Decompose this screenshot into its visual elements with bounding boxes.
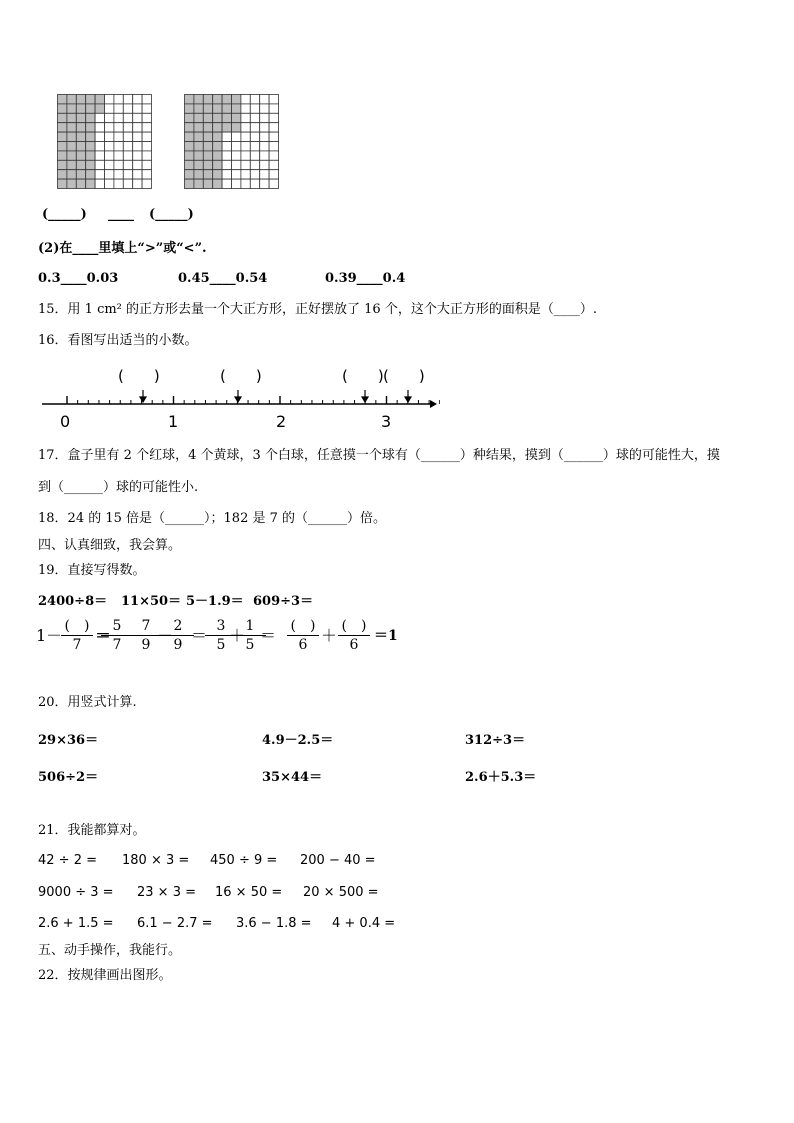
- grid-cell: [194, 170, 203, 179]
- grid-cell: [123, 113, 132, 122]
- grid-cell: [142, 104, 151, 113]
- grid-middle-answer-blank[interactable]: ____: [108, 207, 134, 222]
- grid-cell: [203, 151, 212, 160]
- question-17-line-1: 17．盒子里有 2 个红球，4 个黄球，3 个白球，任意摸一个球有（______）种结果，摸到（______）球的可能性大，摸: [38, 448, 720, 463]
- grid-cell: [58, 179, 67, 188]
- grid-cell: [58, 132, 67, 141]
- q19-item-4[interactable]: 609÷3＝: [253, 594, 314, 609]
- question-16: 16．看图写出适当的小数。: [38, 333, 198, 348]
- grid-cell: [114, 132, 123, 141]
- frac-eq-2: ＝: [191, 626, 208, 645]
- grid-cell: [203, 170, 212, 179]
- grid-cell: [123, 170, 132, 179]
- grid-cell: [250, 142, 259, 151]
- grid-cell: [58, 123, 67, 132]
- grid-cell: [203, 160, 212, 169]
- grid-cell: [250, 170, 259, 179]
- grid-cell: [250, 132, 259, 141]
- fraction-1-5: 1 5: [230, 617, 270, 654]
- grid-cell: [133, 123, 142, 132]
- grid-cell: [105, 95, 114, 104]
- grid-cell: [114, 95, 123, 104]
- grid-cell: [76, 170, 85, 179]
- fraction-7-9: 7 9: [126, 617, 166, 654]
- q20-item-1[interactable]: 29×36＝: [38, 733, 99, 748]
- grid-cell: [185, 151, 194, 160]
- grid-cell: [67, 142, 76, 151]
- grid-cell: [203, 95, 212, 104]
- q21-r3-4[interactable]: 4 + 0.4 =: [332, 916, 396, 931]
- grid-cell: [203, 179, 212, 188]
- grid-cell: [105, 179, 114, 188]
- grid-cell: [133, 95, 142, 104]
- grid-cell: [67, 104, 76, 113]
- grid-cell: [194, 104, 203, 113]
- grid-cell: [95, 160, 104, 169]
- grid-cell: [222, 95, 231, 104]
- grid-cell: [133, 132, 142, 141]
- grid-cell: [76, 113, 85, 122]
- frac-one: 1: [36, 626, 47, 645]
- grid-cell: [260, 151, 269, 160]
- grid-cell: [194, 113, 203, 122]
- grid-cell: [269, 95, 278, 104]
- grid-cell: [250, 104, 259, 113]
- grid-cell: [222, 160, 231, 169]
- q21-r1-2[interactable]: 180 × 3 =: [122, 853, 190, 868]
- grid-cell: [194, 123, 203, 132]
- grid-cell: [222, 151, 231, 160]
- q21-r1-4[interactable]: 200 − 40 =: [300, 853, 376, 868]
- numberline-blank-3[interactable]: ( ): [342, 367, 384, 385]
- q19-item-1[interactable]: 2400÷8＝: [38, 594, 108, 609]
- grid-cell: [185, 142, 194, 151]
- grid-cell: [95, 123, 104, 132]
- grid-cell: [67, 113, 76, 122]
- grid-cell: [133, 179, 142, 188]
- grid-cell: [133, 170, 142, 179]
- fraction-3-5: 3 5: [201, 617, 241, 654]
- frac-eq-1: ＝: [95, 626, 112, 645]
- grid-cell: [269, 151, 278, 160]
- fraction-blank-over-6-a[interactable]: ( ) 6: [283, 617, 323, 654]
- frac-eq-one: ＝1: [374, 628, 398, 644]
- grid-cell: [114, 170, 123, 179]
- grid-cell: [269, 179, 278, 188]
- grid-cell: [76, 132, 85, 141]
- grid-cell: [76, 123, 85, 132]
- q21-r2-3[interactable]: 16 × 50 =: [215, 885, 283, 900]
- grid-cell: [260, 113, 269, 122]
- q19-item-3[interactable]: 5－1.9＝: [186, 594, 244, 609]
- grid-cell: [86, 123, 95, 132]
- fraction-blank-over-7[interactable]: ( ) 7: [57, 617, 97, 654]
- grid-cell: [260, 132, 269, 141]
- grid-cell: [67, 123, 76, 132]
- grid-cell: [213, 179, 222, 188]
- grid-cell: [114, 113, 123, 122]
- grid-cell: [185, 132, 194, 141]
- grid-cell: [67, 170, 76, 179]
- grid-cell: [142, 179, 151, 188]
- grid-cell: [105, 170, 114, 179]
- grid-cell: [142, 95, 151, 104]
- grid-cell: [241, 95, 250, 104]
- grid-cell: [123, 132, 132, 141]
- q20-item-5[interactable]: 35×44＝: [262, 770, 323, 785]
- grid-cell: [185, 95, 194, 104]
- grid-cell: [232, 113, 241, 122]
- frac-eq-3: ＝: [260, 626, 277, 645]
- q21-r1-1[interactable]: 42 ÷ 2 =: [38, 853, 97, 868]
- grid-cell: [86, 151, 95, 160]
- grid-cell: [76, 160, 85, 169]
- grid-cell: [269, 113, 278, 122]
- fraction-2-9: 2 9: [158, 617, 198, 654]
- grid-cell: [105, 123, 114, 132]
- grid-cell: [105, 142, 114, 151]
- grid-cell: [222, 142, 231, 151]
- grid-cell: [222, 104, 231, 113]
- grid-cell: [114, 179, 123, 188]
- grid-cell: [133, 151, 142, 160]
- grid-cell: [185, 123, 194, 132]
- grid-cell: [213, 151, 222, 160]
- grid-cell: [213, 142, 222, 151]
- grid-cell: [114, 151, 123, 160]
- grid-cell: [67, 95, 76, 104]
- grid-cell: [67, 179, 76, 188]
- grid-cell: [241, 123, 250, 132]
- grid-cell: [260, 142, 269, 151]
- numberline-blank-4[interactable]: ( ): [383, 367, 425, 385]
- grid-cell: [58, 95, 67, 104]
- grid-cell: [213, 104, 222, 113]
- q21-r2-2[interactable]: 23 × 3 =: [137, 885, 196, 900]
- frac-minus-1: －: [46, 626, 63, 645]
- grid-cell: [203, 113, 212, 122]
- grid-cell: [133, 142, 142, 151]
- grid-cell: [250, 151, 259, 160]
- grid-cell: [142, 170, 151, 179]
- grid-cell: [105, 104, 114, 113]
- grid-cell: [58, 160, 67, 169]
- q21-r2-4[interactable]: 20 × 500 =: [303, 885, 379, 900]
- grid-cell: [123, 142, 132, 151]
- grid-cell: [105, 151, 114, 160]
- q21-r3-3[interactable]: 3.6 − 1.8 =: [236, 916, 312, 931]
- grid-cell: [222, 123, 231, 132]
- grid-cell: [260, 95, 269, 104]
- grid-cell: [105, 160, 114, 169]
- q20-item-2[interactable]: 4.9－2.5＝: [262, 733, 334, 748]
- grid-cell: [95, 132, 104, 141]
- grid-cell: [95, 113, 104, 122]
- q21-r3-1[interactable]: 2.6 + 1.5 =: [38, 916, 114, 931]
- grid-cell: [185, 179, 194, 188]
- grid-cell: [269, 142, 278, 151]
- grid-cell: [76, 179, 85, 188]
- grid-cell: [232, 104, 241, 113]
- grid-cell: [232, 132, 241, 141]
- grid-cell: [123, 95, 132, 104]
- grid-cell: [95, 142, 104, 151]
- grid-cell: [58, 113, 67, 122]
- grid-cell: [203, 142, 212, 151]
- grid-cell: [269, 132, 278, 141]
- grid-cell: [203, 132, 212, 141]
- section-4-heading: 四、认真细致，我会算。: [38, 538, 182, 553]
- q21-r3-2[interactable]: 6.1 − 2.7 =: [137, 916, 213, 931]
- grid-cell: [213, 170, 222, 179]
- grid-cell: [67, 132, 76, 141]
- number-line: [40, 388, 440, 410]
- q21-r1-3[interactable]: 450 ÷ 9 =: [210, 853, 278, 868]
- grid-cell: [241, 142, 250, 151]
- question-15: 15．用 1 cm² 的正方形去量一个大正方形，正好摆放了 16 个，这个大正方形的面积是（____）.: [38, 302, 597, 317]
- grid-cell: [95, 95, 104, 104]
- fraction-blank-over-6-b[interactable]: ( ) 6: [334, 617, 374, 654]
- grid-cell: [142, 132, 151, 141]
- grid-cell: [232, 160, 241, 169]
- question-19: 19．直接写得数。: [38, 563, 146, 578]
- grid-cell: [86, 179, 95, 188]
- grid-cell: [185, 160, 194, 169]
- compare-item-1[interactable]: 0.3____0.03: [38, 271, 119, 286]
- grid-cell: [222, 132, 231, 141]
- grid-cell: [232, 170, 241, 179]
- grid-cell: [142, 113, 151, 122]
- hundred-grid-left: [57, 94, 152, 189]
- grid-cell: [194, 95, 203, 104]
- grid-cell: [67, 160, 76, 169]
- grid-cell: [203, 104, 212, 113]
- grid-cell: [241, 132, 250, 141]
- compare-item-3[interactable]: 0.39____0.4: [325, 271, 406, 286]
- grid-cell: [76, 95, 85, 104]
- grid-cell: [241, 104, 250, 113]
- grid-cell: [86, 132, 95, 141]
- grid-cell: [232, 151, 241, 160]
- q14-2-title: (2)在____里填上“>”或“<”.: [38, 241, 207, 256]
- grid-cell: [95, 170, 104, 179]
- grid-cell: [58, 151, 67, 160]
- fraction-5-7: 5 7: [97, 617, 137, 654]
- grid-cell: [58, 170, 67, 179]
- grid-cell: [222, 170, 231, 179]
- q20-item-3[interactable]: 312÷3＝: [465, 733, 526, 748]
- grid-cell: [213, 123, 222, 132]
- tick-label-2: 2: [276, 412, 287, 431]
- grid-cell: [123, 104, 132, 113]
- grid-cell: [185, 170, 194, 179]
- grid-cell: [260, 170, 269, 179]
- grid-cell: [260, 104, 269, 113]
- grid-cell: [123, 160, 132, 169]
- question-18: 18．24 的 15 倍是（______）；182 是 7 的（______）倍。: [38, 511, 387, 526]
- grid-cell: [133, 160, 142, 169]
- grid-cell: [194, 179, 203, 188]
- q21-r2-1[interactable]: 9000 ÷ 3 =: [38, 885, 114, 900]
- grid-cell: [133, 113, 142, 122]
- grid-cell: [95, 179, 104, 188]
- grid-cell: [269, 123, 278, 132]
- q19-item-2[interactable]: 11×50＝: [121, 594, 182, 609]
- grid-cell: [250, 95, 259, 104]
- grid-cell: [58, 104, 67, 113]
- grid-cell: [241, 179, 250, 188]
- question-17-line-2: 到（______）球的可能性小.: [38, 480, 199, 495]
- grid-cell: [194, 151, 203, 160]
- grid-cell: [58, 142, 67, 151]
- grid-cell: [250, 160, 259, 169]
- hundred-grid-right: [184, 94, 279, 189]
- grid-cell: [76, 151, 85, 160]
- grid-cell: [213, 95, 222, 104]
- grid-cell: [123, 123, 132, 132]
- q20-item-4[interactable]: 506÷2＝: [38, 770, 99, 785]
- grid-cell: [114, 104, 123, 113]
- grid-cell: [185, 104, 194, 113]
- grid-cell: [114, 160, 123, 169]
- grid-cell: [114, 123, 123, 132]
- grid-cell: [105, 132, 114, 141]
- grid-cell: [133, 104, 142, 113]
- numberline-blank-2[interactable]: ( ): [220, 367, 262, 385]
- question-20: 20．用竖式计算.: [38, 695, 137, 710]
- grid-cell: [241, 151, 250, 160]
- grid-cell: [142, 151, 151, 160]
- compare-item-2[interactable]: 0.45____0.54: [178, 271, 268, 286]
- grid-cell: [260, 123, 269, 132]
- q20-item-6[interactable]: 2.6＋5.3＝: [465, 770, 537, 785]
- grid-cell: [142, 123, 151, 132]
- grid-cell: [142, 142, 151, 151]
- grid-cell: [213, 132, 222, 141]
- grid-cell: [232, 142, 241, 151]
- grid-cell: [86, 142, 95, 151]
- grid-cell: [232, 179, 241, 188]
- grid-cell: [67, 151, 76, 160]
- grid-cell: [86, 104, 95, 113]
- grid-cell: [95, 151, 104, 160]
- grid-cell: [76, 142, 85, 151]
- question-21: 21．我能都算对。: [38, 823, 146, 838]
- tick-label-3: 3: [381, 412, 392, 431]
- grid-left-answer-blank[interactable]: (_____): [42, 207, 87, 222]
- grid-cell: [232, 95, 241, 104]
- grid-cell: [114, 142, 123, 151]
- numberline-blank-1[interactable]: ( ): [118, 367, 160, 385]
- grid-cell: [105, 113, 114, 122]
- grid-cell: [241, 170, 250, 179]
- grid-cell: [76, 104, 85, 113]
- grid-right-answer-blank[interactable]: (_____): [149, 207, 194, 222]
- grid-cell: [213, 160, 222, 169]
- grid-cell: [123, 179, 132, 188]
- tick-label-1: 1: [168, 412, 179, 431]
- grid-cell: [194, 142, 203, 151]
- grid-cell: [194, 132, 203, 141]
- grid-cell: [95, 104, 104, 113]
- grid-cell: [185, 113, 194, 122]
- grid-cell: [142, 160, 151, 169]
- grid-cell: [86, 95, 95, 104]
- frac-plus-1: ＋: [229, 626, 246, 645]
- grid-cell: [260, 160, 269, 169]
- grid-cell: [222, 113, 231, 122]
- grid-cell: [250, 179, 259, 188]
- grid-cell: [123, 151, 132, 160]
- grid-cell: [260, 179, 269, 188]
- grid-cell: [86, 170, 95, 179]
- grid-cell: [269, 170, 278, 179]
- grid-cell: [203, 123, 212, 132]
- grid-cell: [86, 160, 95, 169]
- grid-cell: [222, 179, 231, 188]
- grid-cell: [232, 123, 241, 132]
- grid-cell: [86, 113, 95, 122]
- grid-cell: [250, 123, 259, 132]
- grid-cell: [269, 160, 278, 169]
- section-5-heading: 五、动手操作，我能行。: [38, 943, 182, 958]
- grid-cell: [213, 113, 222, 122]
- tick-label-0: 0: [60, 412, 71, 431]
- grid-cell: [194, 160, 203, 169]
- frac-plus-2: ＋: [321, 626, 338, 645]
- frac-minus-2: －: [157, 626, 174, 645]
- grid-cell: [241, 160, 250, 169]
- grid-cell: [241, 113, 250, 122]
- grid-cell: [250, 113, 259, 122]
- question-22: 22．按规律画出图形。: [38, 968, 172, 983]
- grid-cell: [269, 104, 278, 113]
